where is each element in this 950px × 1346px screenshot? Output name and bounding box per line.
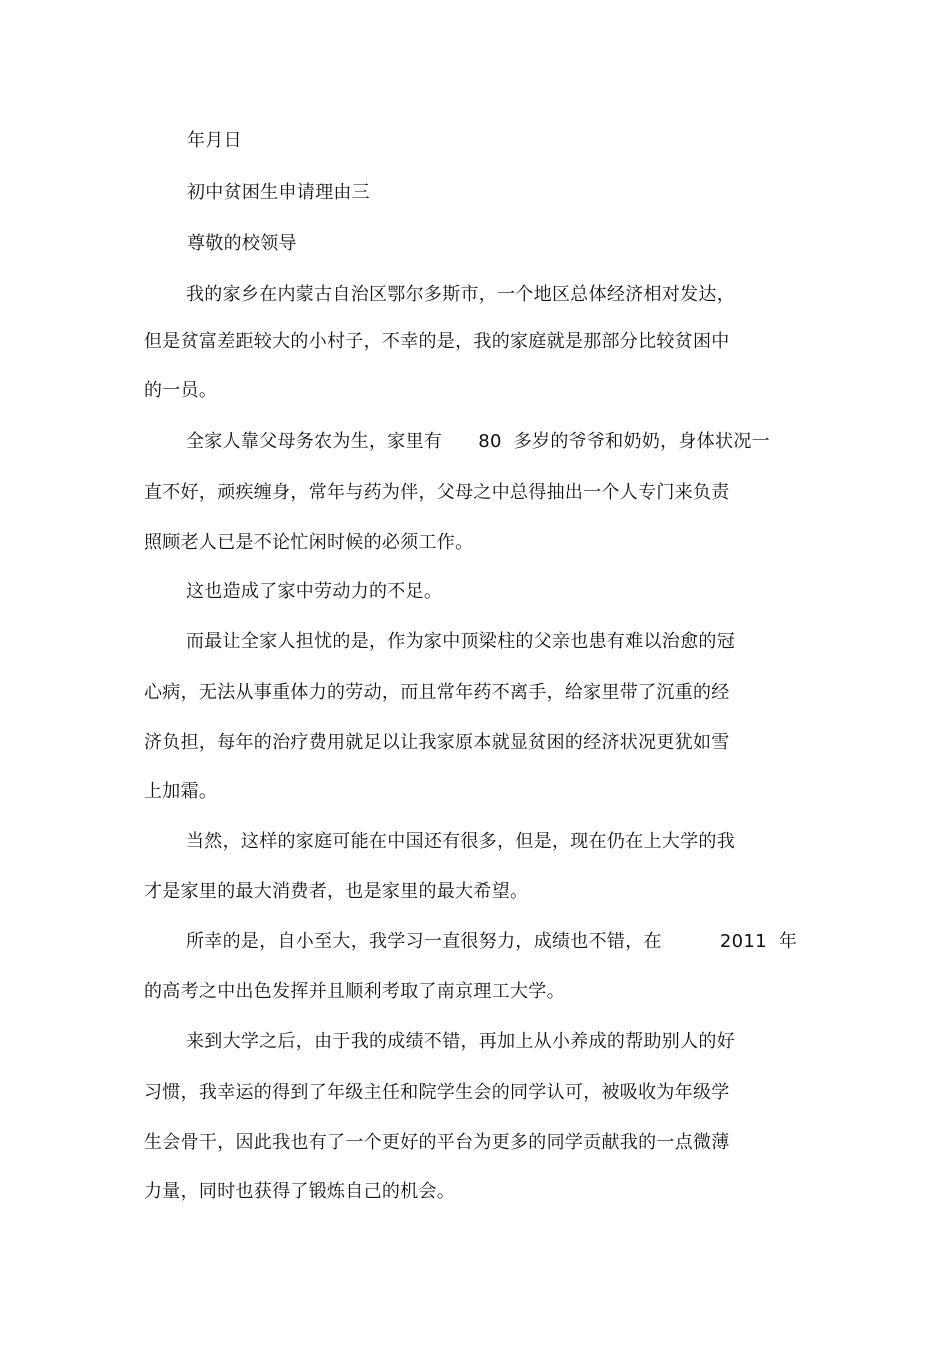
paragraph-7-line-2: 习惯，我幸运的得到了年级主任和院学生会的同学认可，被吸收为年级学: [144, 1082, 730, 1103]
paragraph-5-line-2: 才是家里的最大消费者，也是家里的最大希望。: [144, 881, 529, 902]
paragraph-2-line-3: 照顾老人已是不论忙闲时候的必须工作。: [144, 532, 474, 553]
paragraph-4-line-4: 上加霜。: [144, 781, 218, 802]
paragraph-2-line-2: 直不好，顽疾缠身，常年与药为伴，父母之中总得抽出一个人专门来负责: [144, 482, 730, 503]
paragraph-4-line-3: 济负担，每年的治疗费用就足以让我家原本就显贫困的经济状况更犹如雪: [144, 732, 730, 753]
paragraph-7-line-4: 力量，同时也获得了锻炼自己的机会。: [144, 1181, 456, 1202]
paragraph-7-line-1: 来到大学之后，由于我的成绩不错，再加上从小养成的帮助别人的好: [186, 1031, 735, 1052]
paragraph-3-line-1: 这也造成了家中劳动力的不足。: [186, 581, 443, 602]
paragraph-6-line-1-text-a: 所幸的是，自小至大，我学习一直很努力，成绩也不错，在: [186, 931, 662, 952]
paragraph-1-line-2: 但是贫富差距较大的小村子，不幸的是，我的家庭就是那部分比较贫困中: [144, 331, 730, 352]
salutation: 尊敬的校领导: [187, 233, 297, 254]
paragraph-6-line-1: [186, 930, 797, 954]
paragraph-6-line-1-text-b: 年: [778, 931, 798, 952]
paragraph-4-line-1: 而最让全家人担忧的是，作为家中顶梁柱的父亲也患有难以治愈的冠: [186, 631, 735, 652]
paragraph-1-line-3: 的一员。: [144, 380, 218, 401]
paragraph-4-line-2: 心病，无法从事重体力的劳动，而且常年药不离手，给家里带了沉重的经: [144, 682, 730, 703]
paragraph-2-line-1: [186, 430, 770, 454]
paragraph-1-line-1: 我的家乡在内蒙古自治区鄂尔多斯市，一个地区总体经济相对发达，: [186, 284, 735, 305]
paragraph-7-line-3: 生会骨干，因此我也有了一个更好的平台为更多的同学贡献我的一点微薄: [144, 1132, 730, 1153]
number-80: 80: [478, 431, 502, 452]
date-line: 年月日: [187, 130, 242, 151]
paragraph-5-line-1: 当然，这样的家庭可能在中国还有很多，但是，现在仍在上大学的我: [186, 831, 735, 852]
paragraph-2-line-1-text-a: 全家人靠父母务农为生，家里有: [186, 431, 443, 452]
number-2011: 2011: [719, 931, 767, 952]
paragraph-2-line-1-text-b: 多岁的爷爷和奶奶，身体状况一: [513, 431, 770, 452]
paragraph-6-line-2: 的高考之中出色发挥并且顺利考取了南京理工大学。: [144, 981, 565, 1002]
document-title: 初中贫困生申请理由三: [187, 182, 370, 203]
